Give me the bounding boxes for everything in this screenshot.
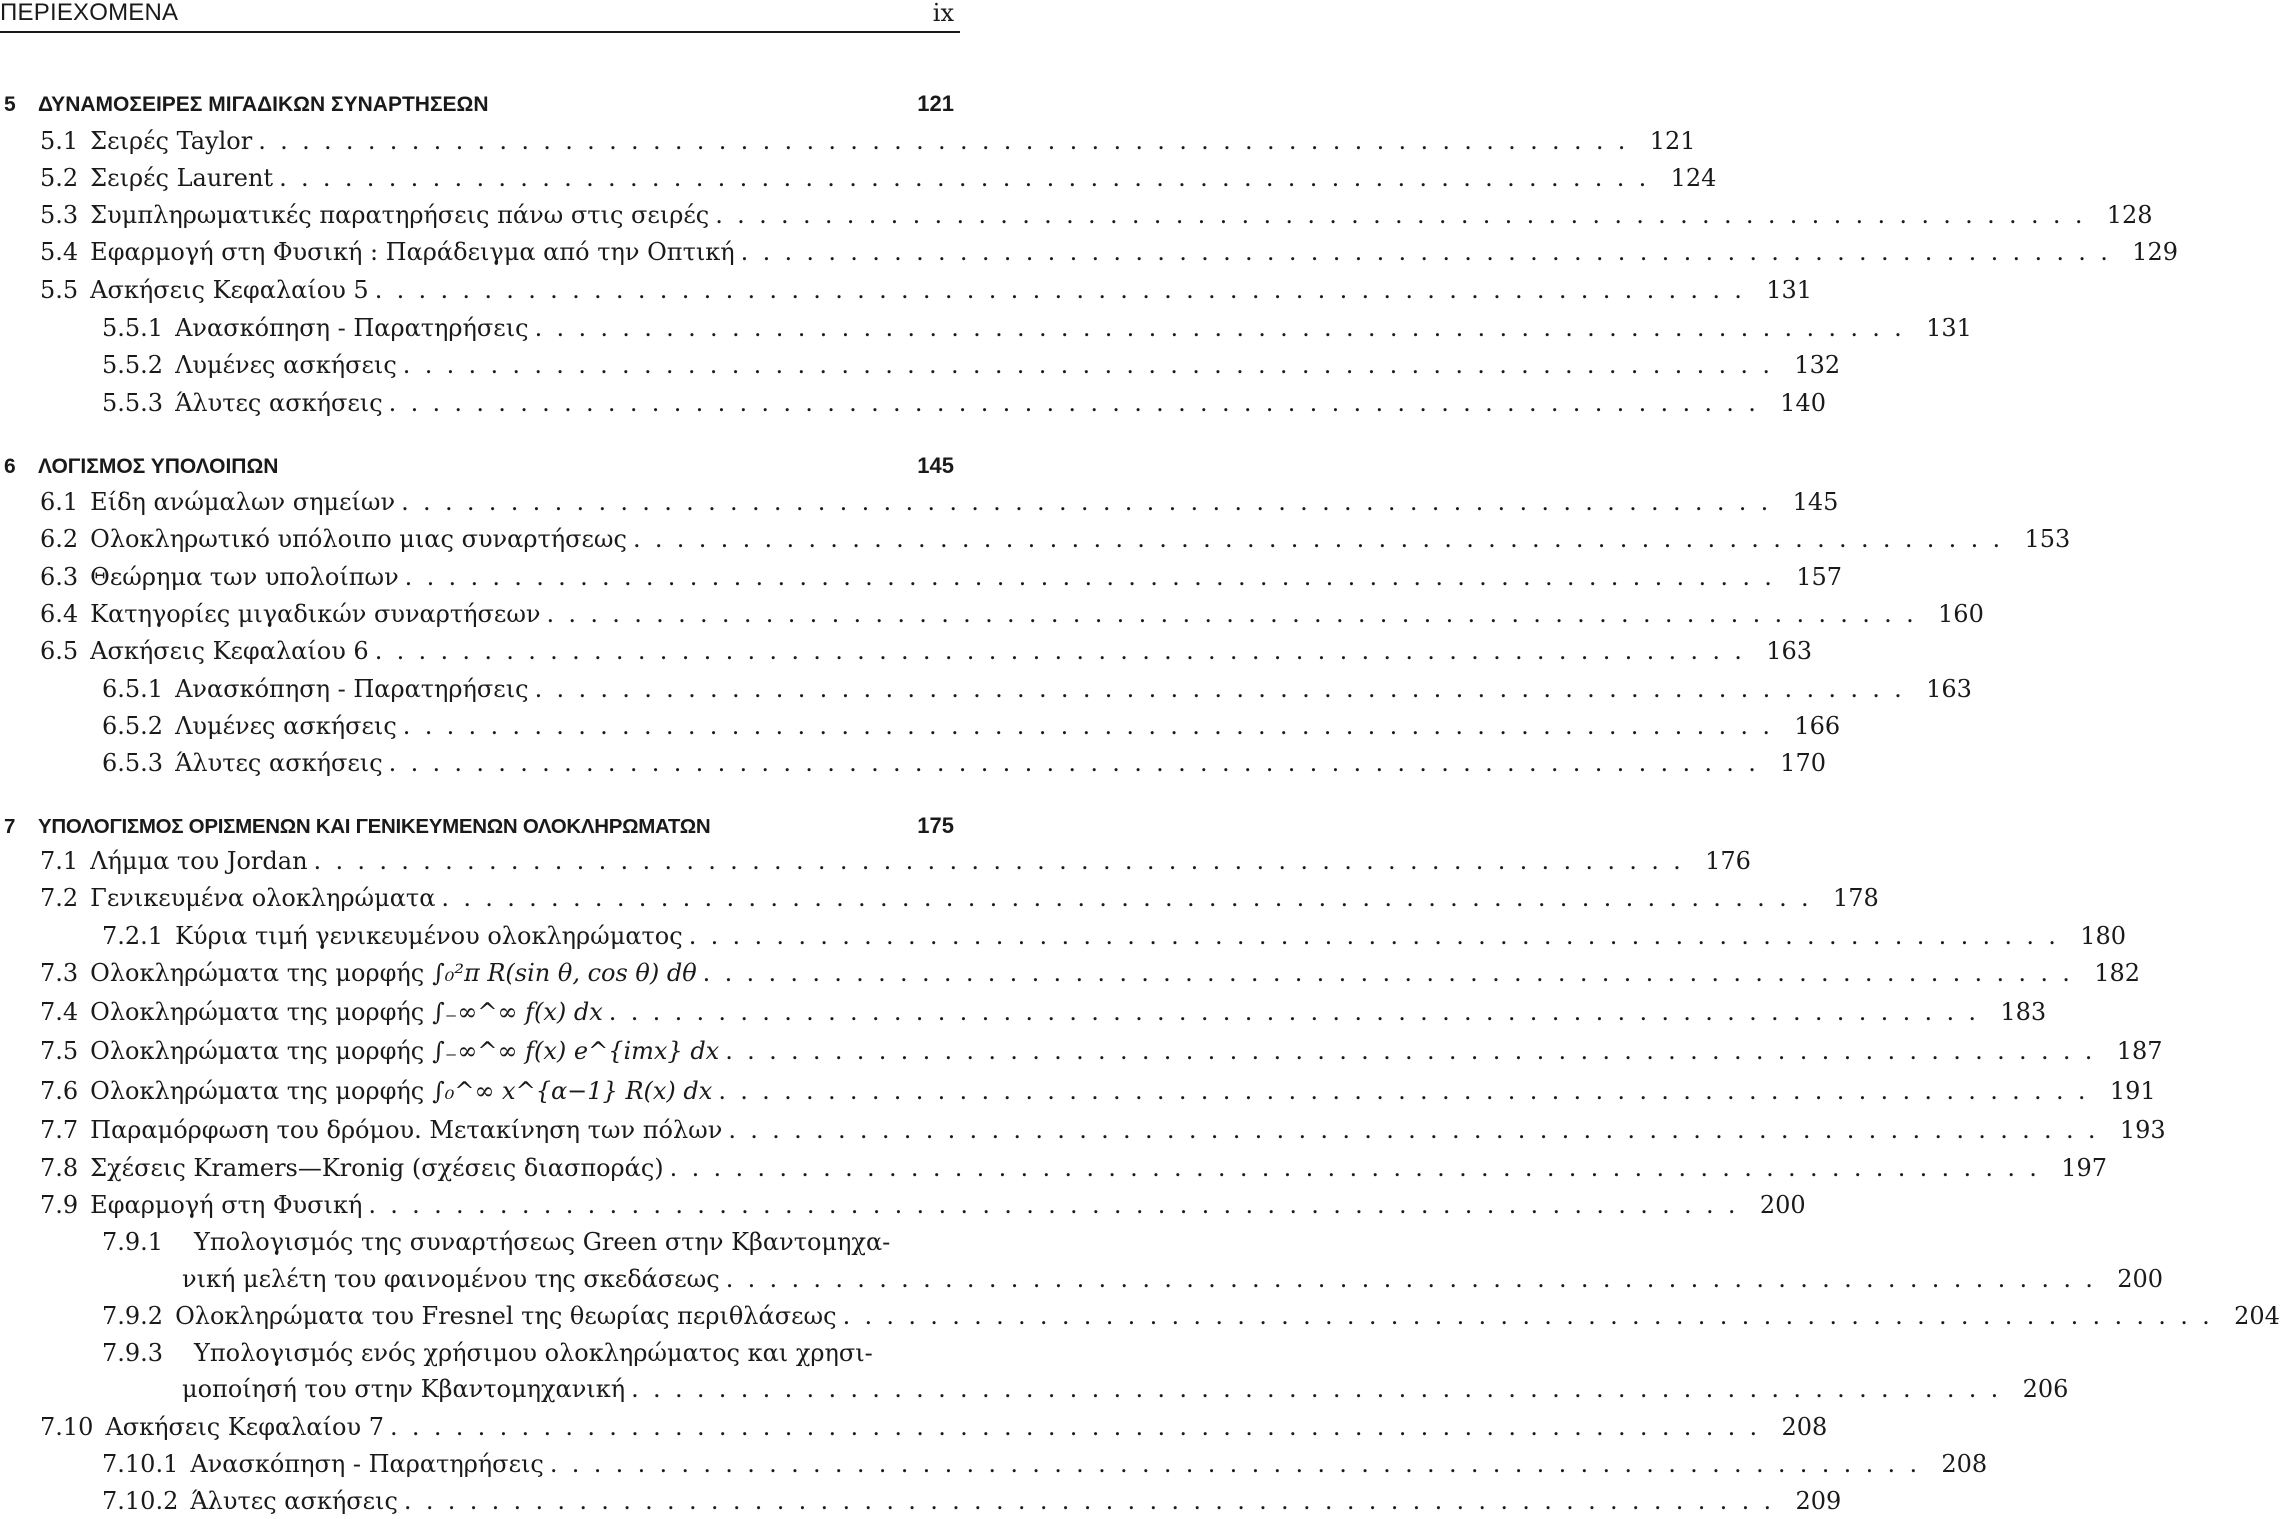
subsection-title-line-2: νική μελέτη του φαινομένου της σκεδάσεως (182, 1265, 720, 1293)
section-number: 5.2 (40, 164, 79, 192)
subsection-title: Ανασκόπηση - Παρατηρήσεις (175, 314, 529, 342)
dot-leader: ............................................................... (725, 1265, 2108, 1293)
toc-entry-6-3[interactable] (40, 559, 1842, 595)
toc-entry-5-5-1[interactable] (102, 310, 1972, 346)
subsection-title-line-2: μοποίησή του στην Κβαντομηχανική (182, 1375, 626, 1403)
subsection-number: 7.10.1 (102, 1450, 179, 1478)
page-ref: 128 (2106, 201, 2153, 229)
dot-leader: ............................................................... (669, 1154, 2052, 1182)
dot-leader: ............................................................... (534, 314, 1917, 342)
chapter-number: 5 (4, 93, 16, 116)
section-title: Κατηγορίες μιγαδικών συναρτήσεων (90, 600, 541, 628)
chapter-title: ΔΥΝΑΜΟΣΕΙΡΕΣ ΜΙΓΑΔΙΚΩΝ ΣΥΝΑΡΤΗΣΕΩΝ (38, 93, 489, 116)
section-number: 5.3 (40, 201, 79, 229)
subsection-number: 6.5.2 (102, 712, 164, 740)
page-ref: 153 (2024, 525, 2071, 553)
section-number: 5.5 (40, 276, 79, 304)
section-number: 7.3 (40, 959, 79, 987)
dot-leader: ............................................................... (441, 884, 1823, 912)
integral-formula: ∫₋∞^∞ f(x) e^{imx} dx (432, 1037, 720, 1065)
page-ref: 175 (917, 813, 954, 838)
page-ref: 163 (1766, 637, 1813, 665)
page-ref: 145 (917, 453, 954, 478)
section-number: 7.5 (40, 1037, 79, 1065)
toc-entry-7-1[interactable] (40, 843, 1751, 879)
page-ref: 121 (917, 91, 954, 116)
section-title: Παραμόρφωση του δρόμου. Μετακίνηση των πόλων (90, 1116, 723, 1144)
toc-entry-7-9-3[interactable] (102, 1335, 958, 1371)
page-ref: 208 (1781, 1413, 1828, 1441)
dot-leader: ............................................................... (388, 749, 1771, 777)
toc-entry-5-5-3[interactable] (102, 385, 1826, 421)
dot-leader: ............................................................... (402, 351, 1785, 379)
toc-entry-6-2[interactable] (40, 521, 2071, 557)
subsection-title: Άλυτες ασκήσεις (190, 1487, 398, 1515)
page-ref: 208 (1941, 1450, 1988, 1478)
dot-leader: ............................................................... (313, 847, 1696, 875)
section-number: 6.2 (40, 525, 79, 553)
toc-entry-7-6[interactable] (40, 1073, 2156, 1109)
dot-leader: ............................................................... (388, 389, 1771, 417)
page-ref: 206 (2022, 1375, 2069, 1403)
chapter-number: 6 (4, 455, 16, 478)
running-title: ΠΕΡΙΕΧΟΜΕΝΑ (0, 0, 179, 26)
section-title: Σειρές Laurent (90, 164, 274, 192)
section-number: 5.4 (40, 238, 79, 266)
section-title: Εφαρμογή στη Φυσική : Παράδειγμα από την Οπτική (90, 238, 735, 266)
toc-chapter-6[interactable] (4, 448, 954, 484)
page-ref: 204 (2234, 1302, 2280, 1330)
section-number: 7.9 (40, 1191, 79, 1219)
toc-entry-6-4[interactable] (40, 596, 1984, 632)
subsection-number: 6.5.1 (102, 675, 164, 703)
dot-leader: ............................................................... (389, 1413, 1772, 1441)
section-number: 7.4 (40, 998, 79, 1026)
subsection-number: 7.9.3 (102, 1339, 164, 1367)
toc-entry-7-2-1[interactable] (102, 918, 2127, 954)
section-title: Θεώρημα των υπολοίπων (90, 563, 399, 591)
section-number: 7.8 (40, 1154, 79, 1182)
subsection-title: Λυμένες ασκήσεις (175, 712, 397, 740)
section-title: Σχέσεις Kramers—Kronig (σχέσεις διασποράς) (90, 1154, 664, 1182)
page-ref: 145 (1792, 488, 1839, 516)
section-number: 6.1 (40, 488, 79, 516)
toc-entry-7-7[interactable] (40, 1112, 2166, 1148)
subsection-number: 7.9.1 (102, 1228, 164, 1256)
subsection-number: 5.5.1 (102, 314, 164, 342)
dot-leader: ............................................................... (404, 563, 1787, 591)
dot-leader: ............................................................... (402, 712, 1785, 740)
section-title: Λήμμα του Jordan (90, 847, 308, 875)
section-title: Ολοκληρώματα της μορφής (90, 1037, 425, 1065)
toc-entry-7-9-1[interactable] (102, 1224, 958, 1260)
section-title: Εφαρμογή στη Φυσική (90, 1191, 363, 1219)
toc-entry-7-10-1[interactable] (102, 1446, 1988, 1482)
section-number: 7.1 (40, 847, 79, 875)
page-ref: 160 (1938, 600, 1984, 628)
page-header (0, 0, 960, 32)
section-title: Ασκήσεις Κεφαλαίου 5 (90, 276, 369, 304)
section-number: 7.6 (40, 1077, 79, 1105)
subsection-title: Άλυτες ασκήσεις (175, 389, 383, 417)
page-ref: 166 (1794, 712, 1841, 740)
page-ref: 170 (1780, 749, 1826, 777)
section-title: Ασκήσεις Κεφαλαίου 6 (90, 637, 369, 665)
dot-leader: ............................................................... (725, 1037, 2107, 1065)
toc-entry-7-8[interactable] (40, 1150, 2108, 1186)
subsection-title: Ανασκόπηση - Παρατηρήσεις (175, 675, 529, 703)
page-ref: 124 (1670, 164, 1717, 192)
section-title: Ολοκληρώματα της μορφής (90, 998, 425, 1026)
dot-leader: ............................................................... (702, 959, 2085, 987)
dot-leader: ............................................................... (608, 998, 1991, 1026)
section-number: 7.2 (40, 884, 79, 912)
chapter-number: 7 (4, 815, 16, 838)
toc-entry-6-5[interactable] (40, 633, 1813, 669)
dot-leader: ............................................................... (688, 922, 2071, 950)
dot-leader: ............................................................... (718, 1077, 2100, 1105)
dot-leader: ............................................................... (374, 637, 1757, 665)
subsection-title: Κύρια τιμή γενικευμένου ολοκληρώματος (175, 922, 683, 950)
integral-formula: ∫₀²π R(sin θ, cos θ) dθ (432, 959, 697, 987)
page-ref: 187 (2116, 1037, 2163, 1065)
page-ref: 132 (1794, 351, 1841, 379)
page-ref: 191 (2109, 1077, 2156, 1105)
page-ref: 197 (2061, 1154, 2108, 1182)
toc-entry-5-2[interactable] (40, 160, 1717, 196)
dot-leader: ............................................................... (549, 1450, 1932, 1478)
toc-entry-7-9-2[interactable] (102, 1298, 2280, 1334)
page-ref: 200 (1759, 1191, 1806, 1219)
subsection-number: 5.5.2 (102, 351, 164, 379)
subsection-title-line-1: Υπολογισμός ενός χρήσιμου ολοκληρώματος και χρησι- (194, 1339, 873, 1367)
section-title: Σειρές Taylor (90, 127, 253, 155)
toc-entry-6-5-3[interactable] (102, 745, 1826, 781)
subsection-number: 5.5.3 (102, 389, 164, 417)
toc-entry-5-4[interactable] (40, 234, 2178, 270)
integral-formula: ∫₀^∞ x^{α−1} R(x) dx (432, 1077, 713, 1105)
toc-entry-6-1[interactable] (40, 484, 1839, 520)
header-rule (0, 31, 960, 33)
section-number: 6.3 (40, 563, 79, 591)
dot-leader: ............................................................... (403, 1487, 1786, 1515)
dot-leader: ............................................................... (534, 675, 1917, 703)
page-ref: 209 (1795, 1487, 1842, 1515)
page-ref: 140 (1780, 389, 1826, 417)
integral-formula: ∫₋∞^∞ f(x) dx (432, 998, 603, 1026)
section-title: Γενικευμένα ολοκληρώματα (90, 884, 436, 912)
section-title: Ασκήσεις Κεφαλαίου 7 (105, 1413, 384, 1441)
page-ref: 178 (1832, 884, 1879, 912)
page-ref: 121 (1649, 127, 1696, 155)
page-number: ix (932, 0, 954, 27)
section-title: Ολοκληρώματα της μορφής (90, 959, 425, 987)
dot-leader: ............................................................... (715, 201, 2097, 229)
page-ref: 193 (2119, 1116, 2166, 1144)
dot-leader: ............................................................... (842, 1302, 2225, 1330)
dot-leader: ............................................................... (279, 164, 1661, 192)
page-ref: 200 (2117, 1265, 2164, 1293)
toc-entry-5-5-2[interactable] (102, 347, 1841, 383)
toc-entry-7-3[interactable] (40, 955, 2141, 991)
section-title: Ολοκληρώματα της μορφής (90, 1077, 425, 1105)
dot-leader: ............................................................... (740, 238, 2123, 266)
toc-entry-7-2[interactable] (40, 880, 1879, 916)
page-ref: 129 (2132, 238, 2178, 266)
subsection-title: Λυμένες ασκήσεις (175, 351, 397, 379)
toc-chapter-5[interactable] (4, 86, 954, 122)
toc-entry-6-5-1[interactable] (102, 671, 1972, 707)
toc-entry-5-1[interactable] (40, 123, 1696, 159)
dot-leader: ............................................................... (258, 127, 1640, 155)
subsection-number: 7.10.2 (102, 1487, 179, 1515)
page-ref: 180 (2080, 922, 2127, 950)
toc-entry-7-9-1-continued[interactable] (182, 1261, 2164, 1297)
section-title: Συμπληρωματικές παρατηρήσεις πάνω στις σειρές (90, 201, 710, 229)
page-ref: 183 (2000, 998, 2047, 1026)
subsection-title-line-1: Υπολογισμός της συναρτήσεως Green στην Κβαντομηχα- (194, 1228, 891, 1256)
chapter-title: ΛΟΓΙΣΜΟΣ ΥΠΟΛΟΙΠΩΝ (38, 455, 279, 478)
page-ref: 131 (1766, 276, 1813, 304)
toc-entry-7-4[interactable] (40, 994, 2047, 1030)
section-title: Είδη ανώμαλων σημείων (90, 488, 396, 516)
section-number: 5.1 (40, 127, 79, 155)
page-ref: 157 (1796, 563, 1842, 591)
toc-entry-7-9[interactable] (40, 1187, 1806, 1223)
page-ref: 131 (1926, 314, 1972, 342)
toc-entry-7-10[interactable] (40, 1409, 1828, 1445)
toc-entry-7-10-2[interactable] (102, 1483, 1842, 1519)
dot-leader: ............................................................... (631, 1375, 2013, 1403)
toc-entry-7-5[interactable] (40, 1033, 2163, 1069)
subsection-number: 7.2.1 (102, 922, 164, 950)
toc-entry-6-5-2[interactable] (102, 708, 1841, 744)
subsection-title: Ολοκληρώματα του Fresnel της θεωρίας περιθλάσεως (175, 1302, 837, 1330)
toc-entry-7-9-3-continued[interactable] (182, 1371, 2069, 1407)
dot-leader: ............................................................... (632, 525, 2015, 553)
subsection-number: 6.5.3 (102, 749, 164, 777)
chapter-title: ΥΠΟΛΟΓΙΣΜΟΣ ΟΡΙΣΜΕΝΩΝ ΚΑΙ ΓΕΝΙΚΕΥΜΕΝΩΝ ΟΛΟΚΛΗΡΩΜΑΤΩΝ (38, 815, 711, 838)
dot-leader: ............................................................... (374, 276, 1757, 304)
section-number: 6.4 (40, 600, 79, 628)
toc-entry-5-3[interactable] (40, 197, 2153, 233)
section-number: 6.5 (40, 637, 79, 665)
section-number: 7.7 (40, 1116, 79, 1144)
dot-leader: ............................................................... (401, 488, 1783, 516)
toc-chapter-7[interactable] (4, 808, 954, 844)
dot-leader: ............................................................... (728, 1116, 2110, 1144)
subsection-title: Άλυτες ασκήσεις (175, 749, 383, 777)
section-number: 7.10 (40, 1413, 94, 1441)
page-ref: 176 (1705, 847, 1751, 875)
page-ref: 182 (2094, 959, 2141, 987)
toc-entry-5-5[interactable] (40, 272, 1813, 308)
subsection-number: 7.9.2 (102, 1302, 164, 1330)
section-title: Ολοκληρωτικό υπόλοιπο μιας συναρτήσεως (90, 525, 627, 553)
dot-leader: ............................................................... (546, 600, 1929, 628)
dot-leader: ............................................................... (368, 1191, 1750, 1219)
page-ref: 163 (1926, 675, 1972, 703)
subsection-title: Ανασκόπηση - Παρατηρήσεις (190, 1450, 544, 1478)
